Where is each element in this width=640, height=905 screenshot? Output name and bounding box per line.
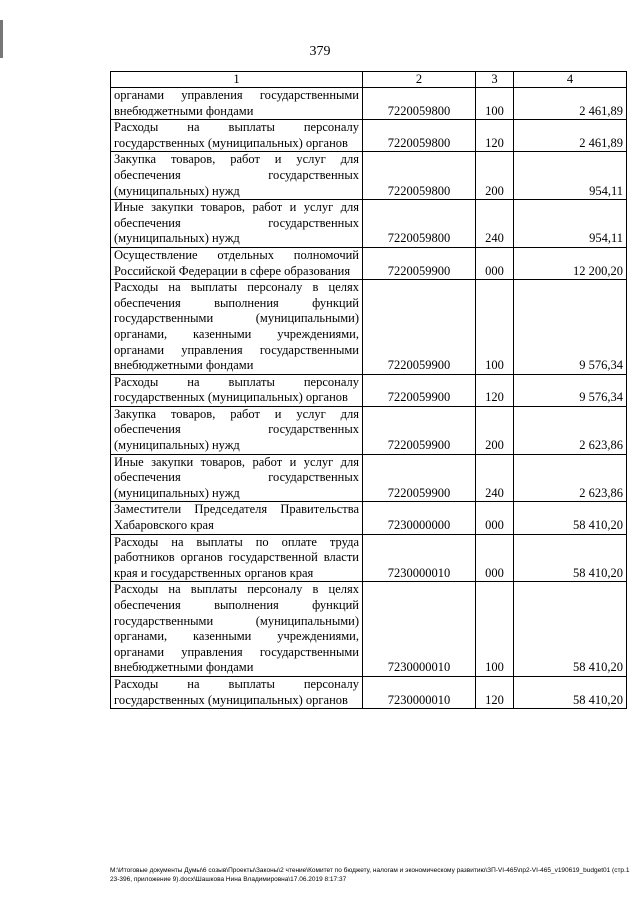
row-expense-type: 100	[476, 582, 514, 677]
row-description: Закупка товаров, работ и услуг для обеспечения государственных (муниципальных) нужд	[111, 406, 363, 454]
row-expense-type: 200	[476, 406, 514, 454]
row-target-code: 7220059900	[363, 454, 476, 502]
table-row	[111, 406, 627, 454]
row-expense-type: 000	[476, 247, 514, 279]
row-description: Иные закупки товаров, работ и услуг для обеспечения государственных (муниципальных) нужд	[111, 454, 363, 502]
table-row	[111, 454, 627, 502]
row-amount: 58 410,20	[514, 582, 627, 677]
table-row	[111, 88, 627, 120]
table-row	[111, 247, 627, 279]
row-expense-type: 000	[476, 534, 514, 582]
row-description: Расходы на выплаты персоналу в целях обеспечения выполнения функций государственными (муниципальными) органами, казенными учреждениями, органами управления государственными внебюджетными фондами	[111, 280, 363, 375]
row-amount: 2 623,86	[514, 406, 627, 454]
table-header-row	[111, 72, 627, 88]
row-description: Осуществление отдельных полномочий Российской Федерации в сфере образования	[111, 247, 363, 279]
row-expense-type: 200	[476, 152, 514, 200]
document-path-footer: М:\Итоговые документы Думы\6 созыв\Проекты\Законы\2 чтение\Комитет по бюджету, налогам и экономическому развитию\ЗП-VI-465\пр2-VI-465_v190619_budget01 (стр.123-396, приложение 9).docx\Шашкова Нина Владимировна\17.06.2019 8:17:37	[110, 867, 630, 883]
row-expense-type: 120	[476, 374, 514, 406]
row-expense-type: 120	[476, 676, 514, 708]
row-target-code: 7220059900	[363, 374, 476, 406]
row-expense-type: 240	[476, 454, 514, 502]
table-row	[111, 152, 627, 200]
row-amount: 9 576,34	[514, 280, 627, 375]
row-description: Закупка товаров, работ и услуг для обеспечения государственных (муниципальных) нужд	[111, 152, 363, 200]
header-col-4: 4	[514, 72, 627, 88]
header-col-3: 3	[476, 72, 514, 88]
row-description: Заместители Председателя Правительства Хабаровского края	[111, 502, 363, 534]
row-target-code: 7220059800	[363, 152, 476, 200]
row-expense-type: 100	[476, 88, 514, 120]
table-row	[111, 502, 627, 534]
row-amount: 58 410,20	[514, 534, 627, 582]
row-amount: 954,11	[514, 152, 627, 200]
row-description: Расходы на выплаты персоналу государственных (муниципальных) органов	[111, 374, 363, 406]
row-target-code: 7230000010	[363, 676, 476, 708]
row-target-code: 7220059800	[363, 120, 476, 152]
row-expense-type: 000	[476, 502, 514, 534]
row-amount: 12 200,20	[514, 247, 627, 279]
row-amount: 954,11	[514, 200, 627, 248]
row-amount: 58 410,20	[514, 502, 627, 534]
row-target-code: 7230000000	[363, 502, 476, 534]
row-amount: 2 461,89	[514, 88, 627, 120]
row-amount: 9 576,34	[514, 374, 627, 406]
table-row	[111, 374, 627, 406]
row-target-code: 7220059900	[363, 247, 476, 279]
row-target-code: 7220059800	[363, 88, 476, 120]
row-description: Иные закупки товаров, работ и услуг для обеспечения государственных (муниципальных) нужд	[111, 200, 363, 248]
row-target-code: 7220059900	[363, 406, 476, 454]
header-col-2: 2	[363, 72, 476, 88]
row-expense-type: 240	[476, 200, 514, 248]
row-description: Расходы на выплаты персоналу государственных (муниципальных) органов	[111, 676, 363, 708]
row-target-code: 7220059900	[363, 280, 476, 375]
row-amount: 58 410,20	[514, 676, 627, 708]
table-row	[111, 200, 627, 248]
table-row	[111, 582, 627, 677]
row-description: Расходы на выплаты персоналу государственных (муниципальных) органов	[111, 120, 363, 152]
row-description: Расходы на выплаты персоналу в целях обеспечения выполнения функций государственными (муниципальными) органами, казенными учреждениями, органами управления государственными внебюджетными фондами	[111, 582, 363, 677]
row-target-code: 7220059800	[363, 200, 476, 248]
row-expense-type: 100	[476, 280, 514, 375]
row-expense-type: 120	[476, 120, 514, 152]
table-row	[111, 534, 627, 582]
table-row	[111, 120, 627, 152]
row-target-code: 7230000010	[363, 582, 476, 677]
page-number: 379	[309, 44, 331, 59]
row-target-code: 7230000010	[363, 534, 476, 582]
budget-table	[110, 71, 627, 709]
row-description: органами управления государственными внебюджетными фондами	[111, 88, 363, 120]
row-amount: 2 461,89	[514, 120, 627, 152]
table-row	[111, 676, 627, 708]
table-row	[111, 280, 627, 375]
row-amount: 2 623,86	[514, 454, 627, 502]
header-col-1: 1	[111, 72, 363, 88]
row-description: Расходы на выплаты по оплате труда работников органов государственной власти края и государственных органов края	[111, 534, 363, 582]
